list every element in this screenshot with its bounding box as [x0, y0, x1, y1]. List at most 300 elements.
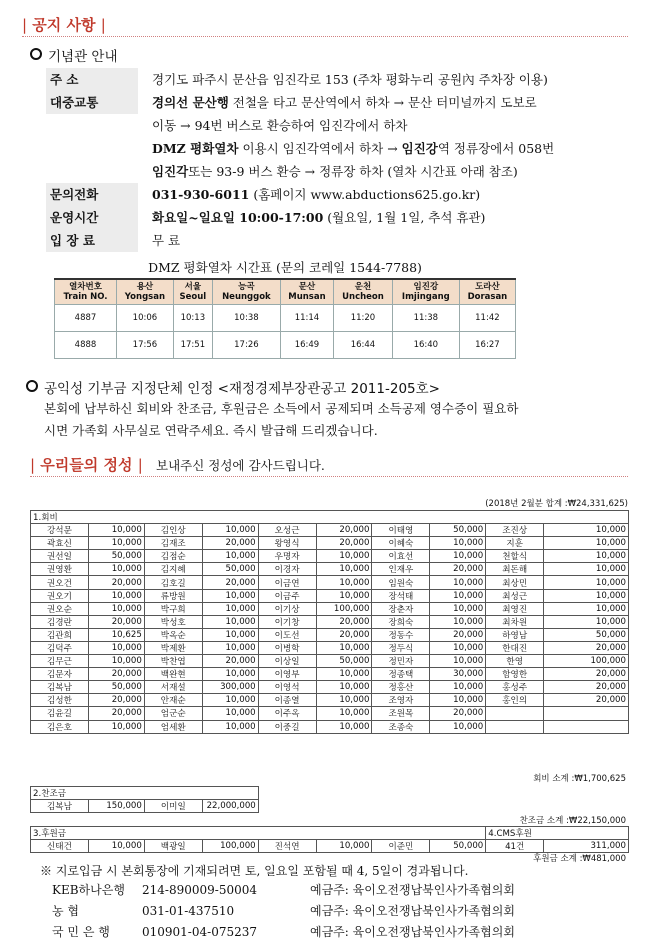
- donation-amount: 10,000: [202, 694, 258, 707]
- donor-name: 이혜숙: [372, 537, 430, 550]
- info-row: [46, 91, 632, 114]
- donor-name: 함영한: [486, 668, 544, 681]
- timetable-row: [55, 305, 516, 332]
- membership-label: 1.회비: [31, 511, 629, 524]
- bank-account: 031-01-437510: [142, 904, 235, 918]
- bank-note: ※ 지로입금 시 본회통장에 기재되려면 토, 일요일 포함될 때 4, 5일이 경과됩니다.: [40, 864, 469, 878]
- donor-name: 최돈해: [486, 563, 544, 576]
- donor-name: 김복남: [31, 800, 89, 813]
- donation-amount: 50,000: [88, 550, 144, 563]
- donor-name: 엄세환: [144, 720, 202, 733]
- donation-amount: 50,000: [430, 840, 486, 853]
- donation-amount: 10,000: [88, 537, 144, 550]
- info-label: 입 장 료: [46, 229, 138, 252]
- sincerity-divider: [30, 476, 628, 477]
- timetable-cell: 4887: [55, 305, 117, 332]
- info-value: [138, 229, 632, 252]
- table-row: [31, 576, 629, 589]
- donation-amount: 10,000: [88, 602, 144, 615]
- donor-name: 백광일: [144, 840, 202, 853]
- donor-name: 이영부: [258, 668, 316, 681]
- donor-name: 한대진: [486, 641, 544, 654]
- info-text: 경기도 파주시 문산읍 임진각로 153 (주차 평화누리 공원內 주차장 이용): [152, 72, 548, 87]
- donor-name: 신태건: [31, 840, 89, 853]
- info-text: 이동 → 94번 버스로 환승하여 임진각에서 하차: [152, 118, 408, 133]
- header-en: Neunggok: [222, 292, 271, 302]
- circle-bullet-icon: [26, 380, 38, 392]
- donor-name: 김덕주: [31, 641, 89, 654]
- info-label: 주 소: [46, 68, 138, 91]
- info-value: [138, 68, 632, 91]
- donor-name: 김은호: [31, 720, 89, 733]
- timetable-header: [173, 279, 212, 305]
- donor-name: 서재설: [144, 681, 202, 694]
- bank-row: [52, 922, 515, 943]
- donation-text: [44, 398, 632, 442]
- donation-amount: 10,000: [544, 524, 629, 537]
- donation-amount: 20,000: [316, 628, 372, 641]
- timetable-cell: 16:40: [392, 332, 459, 359]
- sincerity-header: | 우리들의 정성 | 보내주신 정성에 감사드립니다.: [30, 456, 325, 474]
- timetable-cell: 16:27: [459, 332, 515, 359]
- donation-amount: 20,000: [544, 668, 629, 681]
- table-row: [31, 615, 629, 628]
- info-text: 정류장 하차 (열차 시간표 아래 참조): [319, 164, 518, 179]
- info-value: [138, 183, 632, 206]
- membership-subtotal: 회비 소계 :₩1,700,625: [533, 774, 626, 784]
- donation-amount: 10,000: [88, 589, 144, 602]
- timetable-title: DMZ 평화열차 시간표 (문의 코레일 1544-7788): [148, 260, 422, 275]
- donor-name: 김지혜: [144, 563, 202, 576]
- info-text: 또는 93-9 버스 환승 →: [188, 164, 320, 179]
- timetable-cell: 11:14: [280, 305, 333, 332]
- info-label: 대중교통: [46, 91, 138, 114]
- donor-name: 박구희: [144, 602, 202, 615]
- donor-name: 권오기: [31, 589, 89, 602]
- donor-name: 왕영식: [258, 537, 316, 550]
- support-table: [30, 826, 629, 853]
- timetable-cell: 16:44: [334, 332, 393, 359]
- donation-amount: 10,000: [430, 694, 486, 707]
- donation-amount: 20,000: [430, 628, 486, 641]
- donor-name: 정두식: [372, 641, 430, 654]
- bank-name: KEB하나은행: [52, 883, 125, 897]
- donor-name: 김무근: [31, 655, 89, 668]
- info-label: 운영시간: [46, 206, 138, 229]
- timetable-header: [116, 279, 173, 305]
- bank-account: 010901-04-075237: [142, 925, 257, 939]
- header-en: Imjingang: [401, 292, 450, 302]
- donor-name: 조영자: [372, 694, 430, 707]
- donation-amount: 10,000: [430, 602, 486, 615]
- table-row: [31, 720, 629, 733]
- donor-name: 정홍산: [372, 681, 430, 694]
- donor-name: 최영진: [486, 602, 544, 615]
- donor-name: 김문자: [31, 668, 89, 681]
- donor-name: 이태영: [372, 524, 430, 537]
- donation-amount: 10,000: [316, 707, 372, 720]
- info-text: 역 정류장에서 058번: [437, 141, 555, 156]
- donor-name: 이도선: [258, 628, 316, 641]
- info-text: (월요일, 1월 1일, 추석 휴관): [323, 210, 486, 225]
- donor-name: 인재우: [372, 563, 430, 576]
- donation-amount: 10,000: [544, 576, 629, 589]
- timetable-cell: 11:42: [459, 305, 515, 332]
- donation-amount: 20,000: [202, 537, 258, 550]
- donor-name: 최차원: [486, 615, 544, 628]
- info-text: 임진강: [401, 141, 438, 156]
- header-ko: 열차번호: [69, 282, 102, 292]
- donor-name: 이기상: [258, 602, 316, 615]
- donation-amount: 10,000: [202, 550, 258, 563]
- bank-name: 국 민 은 행: [52, 925, 110, 939]
- header-ko: 서울: [184, 282, 202, 292]
- donor-name: 박찬엽: [144, 655, 202, 668]
- timetable-header: [392, 279, 459, 305]
- donor-name: 장춘자: [372, 602, 430, 615]
- table-row: [31, 707, 629, 720]
- donor-name: 41건: [486, 840, 544, 853]
- donor-name: 김재조: [144, 537, 202, 550]
- donor-name: 권영환: [31, 563, 89, 576]
- donation-line: 본회에 납부하신 회비와 찬조금, 후원금은 소득에서 공제되며 소득공제 영수증이 필요하: [44, 401, 519, 416]
- donor-name: 김성한: [31, 694, 89, 707]
- info-text: 전철을 타고 문산역에서 하차 → 문산 터미널까지 도보로: [228, 95, 537, 110]
- header-ko: 용산: [136, 282, 154, 292]
- donation-amount: 10,000: [202, 628, 258, 641]
- bank-holder: 예금주: 육이오전쟁납북인사가족협의회: [310, 925, 515, 939]
- header-en: Dorasan: [467, 292, 508, 302]
- donor-name: [486, 707, 544, 720]
- donation-amount: 10,000: [544, 602, 629, 615]
- header-en: Munsan: [288, 292, 326, 302]
- donation-amount: 10,000: [316, 641, 372, 654]
- timetable-header: [280, 279, 333, 305]
- table-row: [31, 563, 629, 576]
- donation-line: 시면 가족회 사무실로 연락주세요. 즉시 발급해 드리겠습니다.: [44, 423, 378, 438]
- donation-amount: 10,000: [316, 840, 372, 853]
- donation-amount: 150,000: [88, 800, 144, 813]
- header-en: Uncheon: [342, 292, 384, 302]
- donor-name: 오성근: [258, 524, 316, 537]
- donation-amount: 10,000: [88, 524, 144, 537]
- donor-name: 박성호: [144, 615, 202, 628]
- donor-name: 진석연: [258, 840, 316, 853]
- donor-name: 이상일: [258, 655, 316, 668]
- donation-amount: 10,000: [88, 563, 144, 576]
- donor-name: 조진상: [486, 524, 544, 537]
- donation-amount: 10,000: [202, 668, 258, 681]
- donation-amount: 10,000: [544, 550, 629, 563]
- total-note: (2018년 2월분 합계 :₩24,331,625): [485, 499, 628, 509]
- timetable-cell: 4888: [55, 332, 117, 359]
- memorial-heading: 기념관 안내: [30, 45, 118, 65]
- timetable-header: [459, 279, 515, 305]
- donation-amount: 10,000: [202, 615, 258, 628]
- info-row: [46, 229, 632, 252]
- donor-name: 김윤길: [31, 707, 89, 720]
- donor-name: 김호길: [144, 576, 202, 589]
- table-row: [31, 694, 629, 707]
- donor-name: 이중길: [258, 720, 316, 733]
- header-ko: 문산: [298, 282, 316, 292]
- donor-name: 장석태: [372, 589, 430, 602]
- donor-name: 김인상: [144, 524, 202, 537]
- info-row: [46, 114, 632, 137]
- donation-amount: 30,000: [430, 668, 486, 681]
- donation-amount: 10,000: [202, 707, 258, 720]
- info-text: (홈페이지 www.abductions625.go.kr): [249, 187, 481, 202]
- donation-amount: 100,000: [316, 602, 372, 615]
- donor-name: 정동수: [372, 628, 430, 641]
- donation-amount: 20,000: [202, 655, 258, 668]
- donation-amount: [544, 707, 629, 720]
- donor-name: 조종숙: [372, 720, 430, 733]
- header-en: Seoul: [179, 292, 207, 302]
- info-text: 무 료: [152, 233, 181, 248]
- donor-name: 하영남: [486, 628, 544, 641]
- donor-name: 김관희: [31, 628, 89, 641]
- bank-account: 214-890009-50004: [142, 883, 257, 897]
- thanks-text: 보내주신 정성에 감사드립니다.: [156, 458, 325, 473]
- table-row: [31, 524, 629, 537]
- info-row: [46, 137, 632, 160]
- info-row: [46, 206, 632, 229]
- donor-name: 안재순: [144, 694, 202, 707]
- timetable-header: [55, 279, 117, 305]
- donation-amount: 20,000: [544, 641, 629, 654]
- donor-name: 홍성주: [486, 681, 544, 694]
- donation-amount: 20,000: [88, 707, 144, 720]
- donor-name: 엄군순: [144, 707, 202, 720]
- header-ko: 능곡: [238, 282, 255, 292]
- donor-name: 김점순: [144, 550, 202, 563]
- donor-name: 김복남: [31, 681, 89, 694]
- donation-amount: 22,000,000: [202, 800, 258, 813]
- donation-amount: 20,000: [316, 524, 372, 537]
- bank-list: [52, 880, 515, 943]
- donation-amount: 10,000: [202, 524, 258, 537]
- table-row: [31, 550, 629, 563]
- donation-amount: 10,000: [316, 589, 372, 602]
- donation-amount: 10,000: [88, 655, 144, 668]
- donor-name: [486, 720, 544, 733]
- donor-name: 최성근: [486, 589, 544, 602]
- donation-amount: 10,000: [202, 589, 258, 602]
- donation-amount: 10,000: [316, 668, 372, 681]
- donor-name: 김경란: [31, 615, 89, 628]
- donation-amount: 20,000: [316, 537, 372, 550]
- table-row: [31, 628, 629, 641]
- donation-amount: 10,000: [316, 576, 372, 589]
- donation-amount: 10,000: [88, 720, 144, 733]
- info-row: [46, 68, 632, 91]
- donation-amount: 10,000: [430, 641, 486, 654]
- donation-amount: 10,000: [430, 615, 486, 628]
- info-text: 031-930-6011: [152, 187, 250, 202]
- donation-amount: 20,000: [88, 576, 144, 589]
- info-label: 문의전화: [46, 183, 138, 206]
- memorial-info: [46, 68, 632, 252]
- table-row: [31, 537, 629, 550]
- donation-amount: 10,000: [316, 720, 372, 733]
- donation-amount: 10,000: [316, 550, 372, 563]
- table-row: [31, 668, 629, 681]
- donation-amount: 100,000: [202, 840, 258, 853]
- bank-holder: 예금주: 육이오전쟁납북인사가족협의회: [310, 883, 515, 897]
- info-label: [46, 114, 138, 137]
- donation-amount: 10,000: [316, 694, 372, 707]
- header-ko: 임진강: [413, 282, 439, 292]
- info-label: [46, 137, 138, 160]
- donation-amount: 10,000: [430, 537, 486, 550]
- info-text: 경의선 문산행: [152, 95, 229, 110]
- donation-amount: 10,000: [544, 537, 629, 550]
- donor-name: 최상민: [486, 576, 544, 589]
- info-row: [46, 183, 632, 206]
- timetable-cell: 10:38: [212, 305, 280, 332]
- info-value: [138, 91, 632, 114]
- donor-name: 이종열: [258, 694, 316, 707]
- donor-name: 정민자: [372, 655, 430, 668]
- support-label: 3.후원금: [31, 827, 486, 840]
- donation-amount: 50,000: [316, 655, 372, 668]
- sponsor-table: [30, 786, 629, 813]
- donation-amount: 20,000: [202, 576, 258, 589]
- timetable: [54, 278, 516, 359]
- support-subtotal: 후원금 소계 :₩481,000: [533, 854, 626, 864]
- donor-name: 장희숙: [372, 615, 430, 628]
- donor-name: 이효선: [372, 550, 430, 563]
- donor-name: 류방원: [144, 589, 202, 602]
- donor-name: 조원목: [372, 707, 430, 720]
- bank-row: [52, 880, 515, 901]
- donor-name: 백완현: [144, 668, 202, 681]
- donor-name: 지훈: [486, 537, 544, 550]
- donation-amount: 50,000: [430, 524, 486, 537]
- bank-holder: 예금주: 육이오전쟁납북인사가족협의회: [310, 904, 515, 918]
- donor-name: 권선일: [31, 550, 89, 563]
- donor-name: 임원숙: [372, 576, 430, 589]
- header-divider: [22, 36, 628, 37]
- info-text: 임진각: [152, 164, 189, 179]
- donation-amount: 311,000: [544, 840, 629, 853]
- info-value: [138, 206, 632, 229]
- donation-amount: 10,000: [544, 589, 629, 602]
- donor-name: 곽효신: [31, 537, 89, 550]
- donation-amount: 10,000: [202, 641, 258, 654]
- timetable-cell: 16:49: [280, 332, 333, 359]
- donor-name: 이금주: [258, 589, 316, 602]
- info-value: [138, 114, 632, 137]
- notice-header: | 공지 사항 |: [22, 16, 106, 34]
- donation-amount: 20,000: [430, 563, 486, 576]
- cms-label: 4.CMS후원: [486, 827, 629, 840]
- table-row: [31, 602, 629, 615]
- donor-name: 박제환: [144, 641, 202, 654]
- donor-name: 이미일: [144, 800, 202, 813]
- donor-name: 권오건: [31, 576, 89, 589]
- donation-amount: 20,000: [316, 615, 372, 628]
- donation-amount: 20,000: [544, 694, 629, 707]
- timetable-cell: 11:38: [392, 305, 459, 332]
- sponsor-subtotal: 찬조금 소계 :₩22,150,000: [519, 816, 626, 826]
- info-text: 화요일~일요일 10:00-17:00: [152, 210, 324, 225]
- timetable-header: [212, 279, 280, 305]
- timetable-cell: 10:06: [116, 305, 173, 332]
- table-row: [31, 681, 629, 694]
- table-row: [31, 641, 629, 654]
- donation-amount: 50,000: [544, 628, 629, 641]
- donation-amount: 10,000: [430, 655, 486, 668]
- donation-amount: 50,000: [202, 563, 258, 576]
- donor-name: 이준민: [372, 840, 430, 853]
- donor-name: 박옥순: [144, 628, 202, 641]
- timetable-row: [55, 332, 516, 359]
- donation-amount: 10,000: [88, 641, 144, 654]
- spacer: [258, 800, 628, 813]
- sponsor-label: 2.찬조금: [31, 787, 259, 800]
- donor-name: 이병학: [258, 641, 316, 654]
- timetable-cell: 10:13: [173, 305, 212, 332]
- donor-name: 홍인의: [486, 694, 544, 707]
- donation-amount: 10,000: [430, 576, 486, 589]
- header-ko: 도라산: [475, 282, 500, 292]
- header-en: Train NO.: [63, 292, 108, 302]
- donation-heading: 공익성 기부금 지정단체 인정 <재정경제부장관공고 2011-205호>: [26, 377, 440, 397]
- donor-name: 정종택: [372, 668, 430, 681]
- donor-name: 강석문: [31, 524, 89, 537]
- info-text: 이용시 임진각역에서 하차 →: [238, 141, 402, 156]
- donor-name: 이금연: [258, 576, 316, 589]
- circle-bullet-icon: [30, 48, 42, 60]
- donation-amount: 50,000: [88, 681, 144, 694]
- info-row: [46, 160, 632, 183]
- timetable-cell: 17:26: [212, 332, 280, 359]
- donation-amount: 300,000: [202, 681, 258, 694]
- donation-amount: 10,000: [430, 681, 486, 694]
- timetable-cell: 11:20: [334, 305, 393, 332]
- info-value: [138, 137, 632, 160]
- donor-name: 우명자: [258, 550, 316, 563]
- donor-name: 이경자: [258, 563, 316, 576]
- donor-name: 이영석: [258, 681, 316, 694]
- donation-amount: 10,000: [316, 681, 372, 694]
- info-text: DMZ 평화열차: [152, 141, 239, 156]
- info-label: [46, 160, 138, 183]
- donation-amount: 10,000: [88, 840, 144, 853]
- table-row: [31, 655, 629, 668]
- timetable-cell: 17:51: [173, 332, 212, 359]
- donation-amount: 10,000: [430, 589, 486, 602]
- donation-amount: 10,000: [544, 615, 629, 628]
- donation-amount: [544, 720, 629, 733]
- donor-name: 권오순: [31, 602, 89, 615]
- donation-amount: 10,000: [202, 602, 258, 615]
- timetable-header: [334, 279, 393, 305]
- membership-table: [30, 510, 629, 734]
- info-value: [138, 160, 632, 183]
- donation-amount: 20,000: [88, 615, 144, 628]
- timetable-cell: 17:56: [116, 332, 173, 359]
- donation-amount: 10,000: [544, 563, 629, 576]
- donation-amount: 20,000: [88, 694, 144, 707]
- donation-amount: 10,000: [316, 563, 372, 576]
- donor-name: 이기창: [258, 615, 316, 628]
- bank-name: 농 협: [52, 904, 79, 918]
- donation-amount: 20,000: [88, 668, 144, 681]
- donation-amount: 10,000: [430, 550, 486, 563]
